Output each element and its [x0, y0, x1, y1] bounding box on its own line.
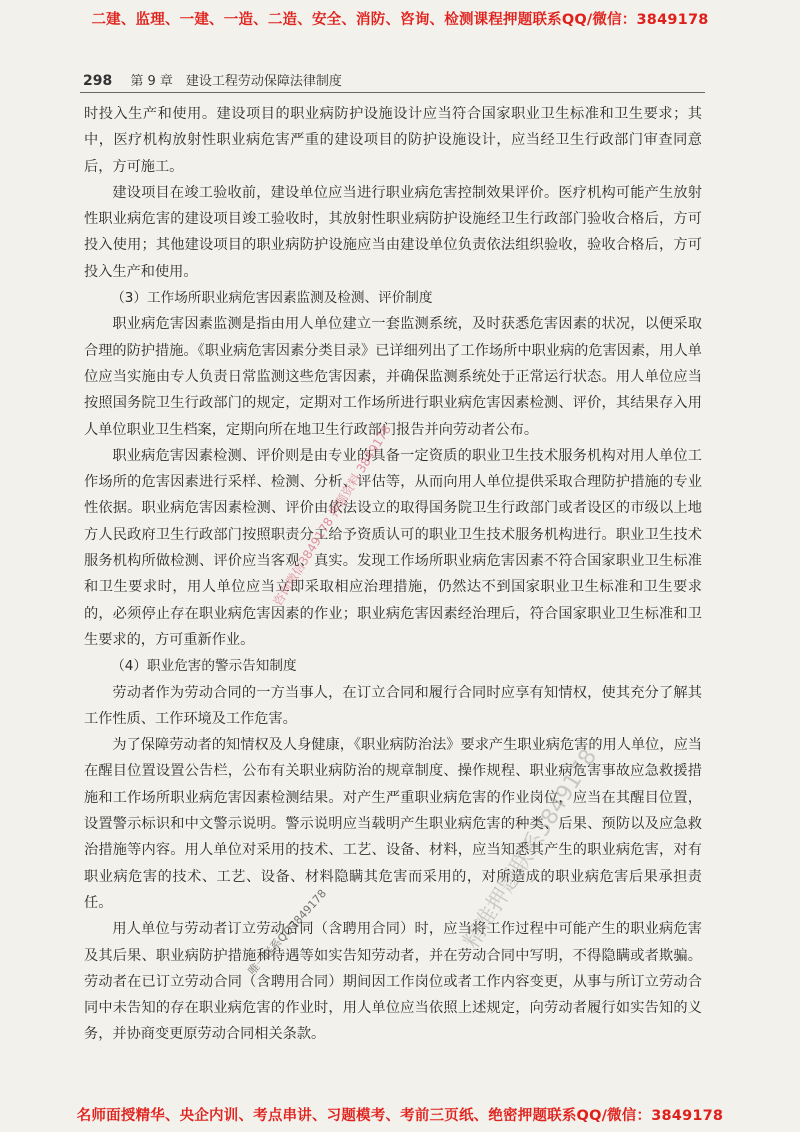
watermark: 唯一联系QQ3849178 [245, 887, 330, 978]
watermark: 咨询微信3849178 押题资料 3849178 [270, 422, 394, 609]
body-text [84, 101, 702, 1048]
watermark: 精准押题联系3849178 [459, 744, 603, 954]
top-promo-banner: 二建、监理、一建、一造、二造、安全、消防、咨询、检测课程押题联系QQ/微信：3849178 [91, 12, 709, 28]
bottom-promo-banner: 名师面授精华、央企内训、考点串讲、习题模考、考前三页纸、绝密押题联系QQ/微信：3849178 [76, 1108, 724, 1124]
paragraph: 职业病危害因素检测、评价则是由专业的具备一定资质的职业卫生技术服务机构对用人单位工作场所的危害因素进行采样、检测、分析、评估等，从而向用人单位提供采取合理防护措施的专业性依据。职业病危害因素检测、评价由依法设立的取得国务院卫生行政部门或者设区的市级以上地方人民政府卫生行政部门按照职责分工给予资质认可的职业卫生技术服务机构进行。职业卫生技术服务机构所做检测、评价应当客观、真实。发现工作场所职业病危害因素不符合国家职业卫生标准和卫生要求时，用人单位应当立即采取相应治理措施，仍然达不到国家职业卫生标准和卫生要求的，必须停止存在职业病危害因素的作业；职业病危害因素经治理后，符合国家职业卫生标准和卫生要求的，方可重新作业。 [84, 447, 702, 648]
section-heading: （3）工作场所职业病危害因素监测及检测、评价制度 [111, 290, 433, 307]
paragraph: 劳动者作为劳动合同的一方当事人，在订立合同和履行合同时应享有知情权，使其充分了解其工作性质、工作环境及工作危害。 [84, 684, 702, 727]
page-header [83, 70, 705, 90]
chapter-title: 第 9 章 建设工程劳动保障法律制度 [130, 74, 342, 89]
paragraph: 时投入生产和使用。建设项目的职业病防护设施设计应当符合国家职业卫生标准和卫生要求；其中，医疗机构放射性职业病危害严重的建设项目的防护设施设计，应当经卫生行政部门审查同意后，方可施工。 [84, 106, 702, 175]
page-number: 298 [83, 73, 113, 89]
paragraph: 建设项目在竣工验收前，建设单位应当进行职业病危害控制效果评价。医疗机构可能产生放射性职业病危害的建设项目竣工验收时，其放射性职业病防护设施经卫生行政部门验收合格后，方可投入使用；其他建设项目的职业病防护设施应当由建设单位负责依法组织验收，验收合格后，方可投入生产和使用。 [84, 184, 702, 280]
paragraph: 为了保障劳动者的知情权及人身健康，《职业病防治法》要求产生职业病危害的用人单位，应当在醒目位置设置公告栏，公布有关职业病防治的规章制度、操作规程、职业病危害事故应急救援措施和工作场所职业病危害因素检测结果。对产生严重职业病危害的作业岗位，应当在其醒目位置，设置警示标识和中文警示说明。警示说明应当载明产生职业病危害的种类、后果、预防以及应急救治措施等内容。用人单位对采用的技术、工艺、设备、材料，应当知悉其产生的职业病危害，对有职业病危害的技术、工艺、设备、材料隐瞒其危害而采用的，对所造成的职业病危害后果承担责任。 [84, 737, 702, 911]
section-heading: （4）职业危害的警示告知制度 [111, 658, 297, 675]
paragraph: 用人单位与劳动者订立劳动合同（含聘用合同）时，应当将工作过程中可能产生的职业病危害及其后果、职业病防护措施和待遇等如实告知劳动者，并在劳动合同中写明，不得隐瞒或者欺骗。劳动者在已订立劳动合同（含聘用合同）期间因工作岗位或者工作内容变更，从事与所订立劳动合同中未告知的存在职业病危害的作业时，用人单位应当依照上述规定，向劳动者履行如实告知的义务，并协商变更原劳动合同相关条款。 [84, 921, 702, 1043]
header-rule [80, 92, 705, 93]
paragraph: 职业病危害因素监测是指由用人单位建立一套监测系统，及时获悉危害因素的状况，以便采取合理的防护措施。《职业病危害因素分类目录》已详细列出了工作场所中职业病的危害因素，用人单位应当实施由专人负责日常监测这些危害因素，并确保监测系统处于正常运行状态。用人单位应当按照国务院卫生行政部门的规定，定期对工作场所进行职业病危害因素检测、评价，其结果存入用人单位职业卫生档案，定期向所在地卫生行政部门报告并向劳动者公布。 [84, 316, 702, 438]
